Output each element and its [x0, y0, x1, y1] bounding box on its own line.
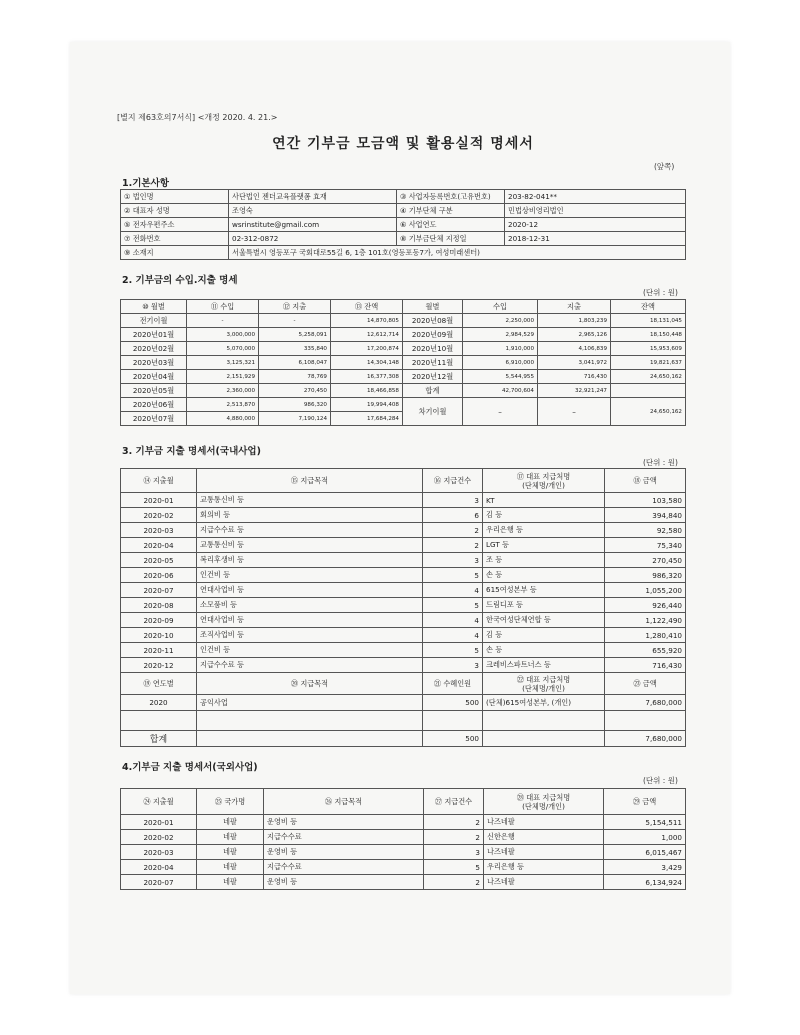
expense-amount: 4,106,839	[538, 342, 611, 356]
payment-amount: 3,429	[604, 860, 686, 875]
income-header-cell: 수입	[463, 300, 538, 314]
payment-purpose: 조직사업비 등	[197, 628, 423, 643]
payment-amount: 6,015,467	[604, 845, 686, 860]
payee-name: 우리은행 등	[484, 860, 604, 875]
field-label: ⑤ 전자우편주소	[121, 218, 229, 232]
expense-amount: 78,769	[259, 370, 331, 384]
income-amount: 6,910,000	[463, 356, 538, 370]
payment-count: 4	[423, 613, 483, 628]
balance-amount: 18,150,448	[611, 328, 686, 342]
field-label: ④ 기부단체 구분	[397, 204, 505, 218]
table-row	[121, 538, 686, 553]
country-name: 네팔	[197, 845, 264, 860]
payment-count: 2	[423, 538, 483, 553]
table-row	[121, 190, 686, 204]
balance-amount: 19,821,637	[611, 356, 686, 370]
domestic-header-count: ⑯ 지급건수	[423, 469, 483, 493]
payment-amount: 1,055,200	[605, 583, 686, 598]
section-domestic-title: 3. 기부금 지출 명세서(국내사업)	[122, 446, 261, 457]
table-row	[121, 218, 686, 232]
page-title: 연간 기부금 모금액 및 활용실적 명세서	[272, 136, 534, 152]
income-month: 2020년06월	[121, 398, 187, 412]
payment-amount: 926,440	[605, 598, 686, 613]
income-unit: (단위 : 원)	[643, 288, 678, 297]
field-value: 민법상비영리법인	[505, 204, 686, 218]
table-row	[121, 598, 686, 613]
carry-expense: –	[538, 398, 611, 426]
payment-amount: 394,840	[605, 508, 686, 523]
income-header-cell: 잔액	[611, 300, 686, 314]
payment-purpose: 연대사업비 등	[197, 583, 423, 598]
payee-name: 드림디포 등	[483, 598, 605, 613]
income-month: 2020년02월	[121, 342, 187, 356]
field-value: 203-82-041**	[505, 190, 686, 204]
form-number: [별지 제63호의7서식] <개정 2020. 4. 21.>	[117, 113, 278, 122]
expense-month: 2020-01	[121, 815, 197, 830]
section-income-title: 2. 기부금의 수입.지출 명세	[122, 275, 238, 286]
domestic-sub-header-amount: ㉓ 금액	[605, 673, 686, 695]
expense-month: 2020-12	[121, 658, 197, 673]
overseas-unit: (단위 : 원)	[643, 776, 678, 785]
table-row	[121, 342, 686, 356]
expense-amount: 986,320	[259, 398, 331, 412]
income-month: 2020년07월	[121, 412, 187, 426]
income-month: 전기이월	[121, 314, 187, 328]
payment-count: 2	[423, 523, 483, 538]
field-value: wsrinstitute@gmail.com	[229, 218, 397, 232]
payment-purpose: 교통통신비 등	[197, 493, 423, 508]
expense-month: 2020-11	[121, 643, 197, 658]
domestic-sub-purpose: 공익사업	[197, 695, 423, 711]
payee-name: 나즈네팔	[484, 845, 604, 860]
income-header-cell: 월별	[403, 300, 463, 314]
expense-month: 2020-02	[121, 830, 197, 845]
payee-name: 우리은행 등	[483, 523, 605, 538]
payment-purpose: 지급수수료	[264, 860, 424, 875]
domestic-header-month: ⑭ 지출월	[121, 469, 197, 493]
payment-purpose: 지급수수료	[264, 830, 424, 845]
expense-month: 2020-06	[121, 568, 197, 583]
expense-amount: 270,450	[259, 384, 331, 398]
domestic-sub-count: 500	[423, 695, 483, 711]
expense-amount: 2,965,126	[538, 328, 611, 342]
balance-amount: 16,377,308	[331, 370, 403, 384]
overseas-header-purpose: ㉖ 지급목적	[264, 789, 424, 815]
income-total-income: 42,700,604	[463, 384, 538, 398]
table-row	[121, 628, 686, 643]
expense-month: 2020-07	[121, 875, 197, 890]
domestic-table	[120, 468, 686, 747]
income-amount: -	[187, 314, 259, 328]
expense-amount: 1,803,239	[538, 314, 611, 328]
table-row	[121, 384, 686, 398]
expense-amount: 6,108,047	[259, 356, 331, 370]
payment-amount: 75,340	[605, 538, 686, 553]
payment-purpose: 인건비 등	[197, 643, 423, 658]
field-label: ① 법인명	[121, 190, 229, 204]
payment-purpose: 연대사업비 등	[197, 613, 423, 628]
page-side-label: (앞쪽)	[654, 162, 675, 171]
payee-name: 손 등	[483, 568, 605, 583]
field-label: ⑦ 전화번호	[121, 232, 229, 246]
expense-month: 2020-09	[121, 613, 197, 628]
income-amount: 3,000,000	[187, 328, 259, 342]
payment-count: 6	[423, 508, 483, 523]
payment-purpose: 복리후생비 등	[197, 553, 423, 568]
field-label: ③ 사업자등록번호(고유번호)	[397, 190, 505, 204]
payment-count: 5	[424, 860, 484, 875]
payment-amount: 986,320	[605, 568, 686, 583]
payee-name: 크레비스파트너스 등	[483, 658, 605, 673]
balance-amount: 12,612,714	[331, 328, 403, 342]
field-value: 2020-12	[505, 218, 686, 232]
table-row	[121, 204, 686, 218]
balance-amount: 18,466,858	[331, 384, 403, 398]
income-month: 2020년12월	[403, 370, 463, 384]
expense-amount: -	[259, 314, 331, 328]
basic-info-table	[120, 189, 686, 260]
table-row	[121, 232, 686, 246]
address-label: ⑨ 소재지	[121, 246, 229, 260]
payment-amount: 1,280,410	[605, 628, 686, 643]
payment-count: 4	[423, 583, 483, 598]
payment-purpose: 운영비 등	[264, 875, 424, 890]
payment-count: 5	[423, 643, 483, 658]
overseas-table	[120, 788, 686, 890]
expense-amount: 3,041,972	[538, 356, 611, 370]
country-name: 네팔	[197, 875, 264, 890]
income-header-cell: ⑫ 지출	[259, 300, 331, 314]
expense-amount: 7,190,124	[259, 412, 331, 426]
address-value: 서울특별시 영등포구 국회대로55길 6, 1층 101호(영등포동7가, 여성미래센터)	[229, 246, 686, 260]
table-row	[121, 508, 686, 523]
domestic-sub-header-beneficiaries: ㉑ 수혜인원	[423, 673, 483, 695]
income-amount: 5,070,000	[187, 342, 259, 356]
payment-count: 3	[423, 493, 483, 508]
expense-month: 2020-04	[121, 538, 197, 553]
payment-count: 4	[423, 628, 483, 643]
income-month: 2020년11월	[403, 356, 463, 370]
balance-amount: 18,131,045	[611, 314, 686, 328]
income-month: 2020년05월	[121, 384, 187, 398]
domestic-sub-payee: (단체)615여성본부, (개인)	[483, 695, 605, 711]
payment-amount: 716,430	[605, 658, 686, 673]
payee-name: KT	[483, 493, 605, 508]
balance-amount: 14,304,148	[331, 356, 403, 370]
overseas-header-month: ㉔ 지출월	[121, 789, 197, 815]
income-month: 2020년10월	[403, 342, 463, 356]
expense-month: 2020-08	[121, 598, 197, 613]
income-total-label: 합계	[403, 384, 463, 398]
table-row	[121, 658, 686, 673]
domestic-sub-header-purpose: ⑳ 지급목적	[197, 673, 423, 695]
payee-name: 조 등	[483, 553, 605, 568]
payee-name: 나즈네팔	[484, 815, 604, 830]
income-month: 2020년04월	[121, 370, 187, 384]
income-month: 2020년09월	[403, 328, 463, 342]
payment-count: 2	[424, 815, 484, 830]
payment-count: 5	[423, 568, 483, 583]
payment-purpose: 운영비 등	[264, 815, 424, 830]
income-month: 2020년03월	[121, 356, 187, 370]
payee-name: 한국여성단체연합 등	[483, 613, 605, 628]
expense-month: 2020-01	[121, 493, 197, 508]
income-amount: 3,125,321	[187, 356, 259, 370]
domestic-total-count: 500	[423, 731, 483, 747]
expense-month: 2020-03	[121, 845, 197, 860]
income-total-expense: 32,921,247	[538, 384, 611, 398]
country-name: 네팔	[197, 830, 264, 845]
table-row	[121, 845, 686, 860]
domestic-total-label: 합계	[121, 731, 197, 747]
income-amount: 1,910,000	[463, 342, 538, 356]
payment-count: 3	[423, 658, 483, 673]
expense-month: 2020-04	[121, 860, 197, 875]
expense-month: 2020-10	[121, 628, 197, 643]
income-amount: 2,360,000	[187, 384, 259, 398]
payment-count: 5	[423, 598, 483, 613]
income-table	[120, 299, 686, 426]
balance-amount: 14,870,805	[331, 314, 403, 328]
domestic-sub-header-payee: ㉒ 대표 지급처명 (단체명/개인)	[483, 673, 605, 695]
table-row	[121, 613, 686, 628]
overseas-header-payee: ㉘ 대표 지급처명 (단체명/개인)	[484, 789, 604, 815]
country-name: 네팔	[197, 815, 264, 830]
carry-label: 차기이월	[403, 398, 463, 426]
income-amount: 2,513,870	[187, 398, 259, 412]
payment-count: 3	[423, 553, 483, 568]
overseas-header-count: ㉗ 지급건수	[424, 789, 484, 815]
table-row	[121, 553, 686, 568]
expense-amount: 5,258,091	[259, 328, 331, 342]
field-label: ⑥ 사업연도	[397, 218, 505, 232]
income-header-cell: ⑪ 수입	[187, 300, 259, 314]
table-row	[121, 860, 686, 875]
payee-name: 김 등	[483, 508, 605, 523]
expense-amount: 716,430	[538, 370, 611, 384]
income-month: 2020년01월	[121, 328, 187, 342]
income-amount: 2,250,000	[463, 314, 538, 328]
expense-month: 2020-07	[121, 583, 197, 598]
domestic-sub-year: 2020	[121, 695, 197, 711]
field-value: 사단법인 젠더교육플랫폼 효재	[229, 190, 397, 204]
table-row	[121, 875, 686, 890]
payment-count: 2	[424, 875, 484, 890]
field-label: ⑧ 기부금단체 지정일	[397, 232, 505, 246]
table-row	[121, 328, 686, 342]
payment-amount: 103,580	[605, 493, 686, 508]
payment-amount: 92,580	[605, 523, 686, 538]
field-value: 2018-12-31	[505, 232, 686, 246]
payment-amount: 655,920	[605, 643, 686, 658]
domestic-unit: (단위 : 원)	[643, 458, 678, 467]
payment-purpose: 지급수수료 등	[197, 658, 423, 673]
expense-month: 2020-02	[121, 508, 197, 523]
overseas-header-country: ㉕ 국가명	[197, 789, 264, 815]
field-value: 조영숙	[229, 204, 397, 218]
expense-amount: 335,840	[259, 342, 331, 356]
domestic-total-amount: 7,680,000	[605, 731, 686, 747]
payment-purpose: 교통통신비 등	[197, 538, 423, 553]
payment-amount: 1,000	[604, 830, 686, 845]
table-row	[121, 523, 686, 538]
carry-balance: 24,650,162	[611, 398, 686, 426]
domestic-header-purpose: ⑮ 지급목적	[197, 469, 423, 493]
balance-amount: 24,650,162	[611, 370, 686, 384]
country-name: 네팔	[197, 860, 264, 875]
domestic-header-amount: ⑱ 금액	[605, 469, 686, 493]
field-value: 02-312-0872	[229, 232, 397, 246]
payee-name: 손 등	[483, 643, 605, 658]
table-row	[121, 493, 686, 508]
payment-purpose: 지급수수료 등	[197, 523, 423, 538]
income-amount: 2,151,929	[187, 370, 259, 384]
table-row	[121, 568, 686, 583]
overseas-header-amount: ㉙ 금액	[604, 789, 686, 815]
income-amount: 2,984,529	[463, 328, 538, 342]
table-row	[121, 370, 686, 384]
balance-amount: 15,953,609	[611, 342, 686, 356]
table-row	[121, 583, 686, 598]
payee-name: LGT 등	[483, 538, 605, 553]
income-month: 2020년08월	[403, 314, 463, 328]
expense-month: 2020-05	[121, 553, 197, 568]
payment-amount: 1,122,490	[605, 613, 686, 628]
payment-count: 2	[424, 830, 484, 845]
payment-purpose: 인건비 등	[197, 568, 423, 583]
income-header-cell: 지출	[538, 300, 611, 314]
section-basic-title: 1.기본사항	[122, 178, 169, 189]
payment-purpose: 운영비 등	[264, 845, 424, 860]
income-header-cell: ⑬ 잔액	[331, 300, 403, 314]
table-row	[121, 643, 686, 658]
payment-amount: 5,154,511	[604, 815, 686, 830]
payment-amount: 270,450	[605, 553, 686, 568]
table-row	[121, 398, 686, 412]
carry-income: –	[463, 398, 538, 426]
table-row	[121, 830, 686, 845]
domestic-header-payee: ⑰ 대표 지급처명 (단체명/개인)	[483, 469, 605, 493]
payment-purpose: 회의비 등	[197, 508, 423, 523]
domestic-sub-amount: 7,680,000	[605, 695, 686, 711]
balance-amount: 19,994,408	[331, 398, 403, 412]
field-label: ② 대표자 성명	[121, 204, 229, 218]
section-overseas-title: 4.기부금 지출 명세서(국외사업)	[122, 762, 258, 773]
payment-purpose: 소모품비 등	[197, 598, 423, 613]
income-header-cell: ⑩ 월별	[121, 300, 187, 314]
balance-amount: 17,200,874	[331, 342, 403, 356]
domestic-sub-header-year: ⑲ 연도별	[121, 673, 197, 695]
income-amount: 4,880,000	[187, 412, 259, 426]
table-row	[121, 356, 686, 370]
payee-name: 신한은행	[484, 830, 604, 845]
payee-name: 나즈네팔	[484, 875, 604, 890]
payee-name: 615여성본부 등	[483, 583, 605, 598]
payment-amount: 6,134,924	[604, 875, 686, 890]
table-row	[121, 314, 686, 328]
payment-count: 3	[424, 845, 484, 860]
income-amount: 5,544,955	[463, 370, 538, 384]
expense-month: 2020-03	[121, 523, 197, 538]
payee-name: 김 등	[483, 628, 605, 643]
table-row	[121, 815, 686, 830]
balance-amount: 17,684,284	[331, 412, 403, 426]
